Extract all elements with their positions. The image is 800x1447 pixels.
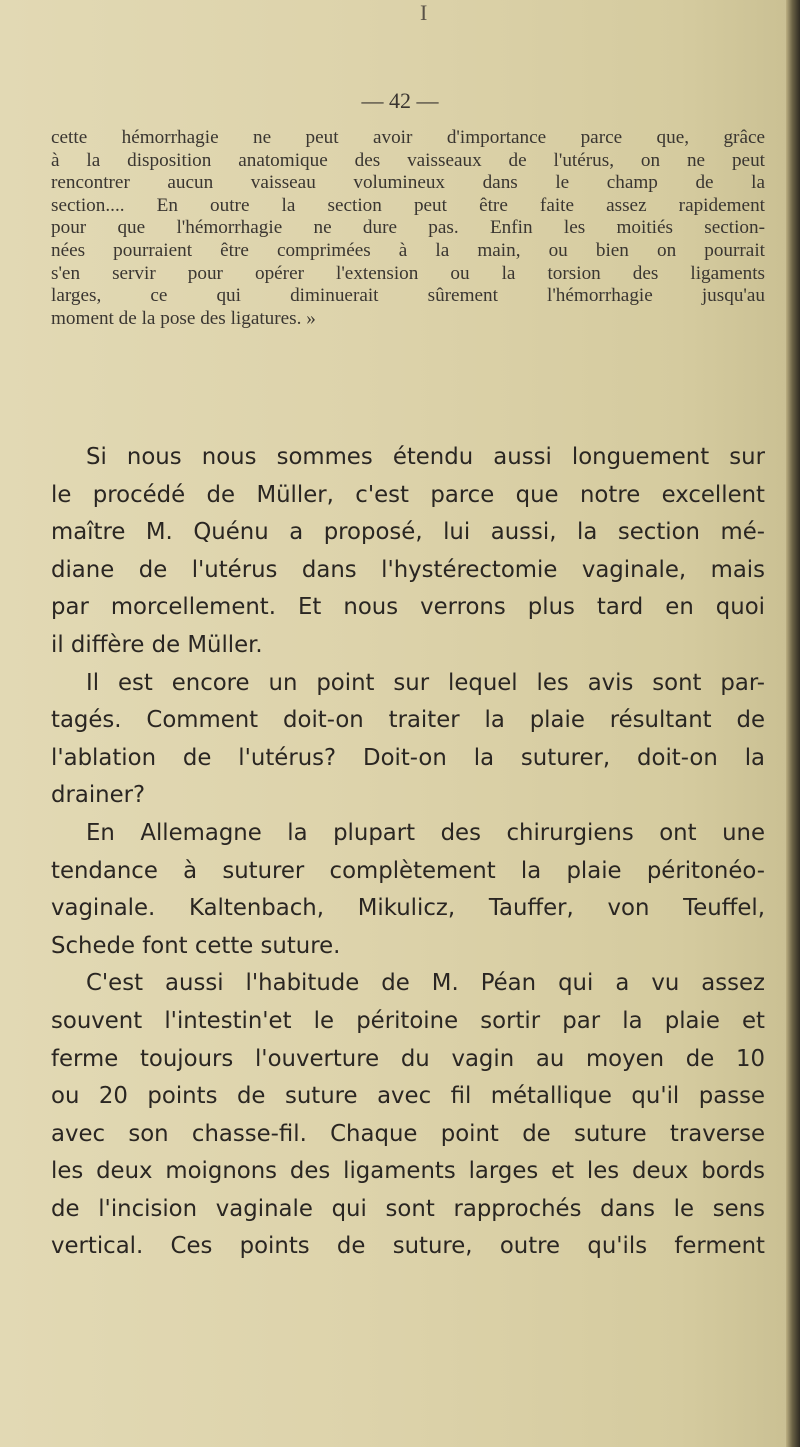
text-line: ferme toujours l'ouverture du vagin au moyen de 10: [51, 1045, 765, 1072]
text-line: par morcellement. Et nous verrons plus tard en quoi: [51, 594, 765, 621]
quote-line: rencontrer aucun vaisseau volumineux dans le champ de la: [51, 172, 765, 194]
text-line: En Allemagne la plupart des chirurgiens ont une: [86, 819, 765, 846]
paragraph-4: [51, 965, 765, 1266]
text-line: il diffère de Müller.: [51, 631, 263, 658]
quote-line: à la disposition anatomique des vaisseaux de l'utérus, on ne peut: [51, 149, 765, 171]
text-line: l'ablation de l'utérus? Doit-on la suturer, doit-on la: [51, 744, 765, 771]
text-line: vertical. Ces points de suture, outre qu'ils ferment: [51, 1233, 765, 1260]
text-line: Il est encore un point sur lequel les avis sont par-: [86, 669, 765, 696]
quote-line: moment de la pose des ligatures. »: [51, 307, 316, 329]
body-text: [51, 439, 765, 1266]
text-line: tendance à suturer complètement la plaie péritonéo-: [51, 857, 765, 884]
page-edge-shadow: [786, 0, 800, 1447]
text-line: les deux moignons des ligaments larges et les deux bords: [51, 1158, 765, 1185]
page-number: — 42 —: [361, 88, 439, 113]
text-line: ou 20 points de suture avec fil métallique qu'il passe: [51, 1083, 765, 1110]
text-line: maître M. Quénu a proposé, lui aussi, la section mé-: [51, 519, 765, 546]
quoted-passage: [51, 127, 765, 330]
text-line: le procédé de Müller, c'est parce que notre excellent: [51, 481, 765, 508]
text-line: Schede font cette suture.: [51, 932, 341, 959]
quote-line: section.... En outre la section peut être faite assez rapidement: [51, 194, 765, 216]
text-line: drainer?: [51, 782, 146, 809]
quote-line: s'en servir pour opérer l'extension ou la torsion des ligaments: [51, 262, 765, 284]
text-line: Si nous nous sommes étendu aussi longuement sur: [86, 444, 765, 470]
paragraph-1: [51, 439, 765, 665]
paragraph-2: [51, 665, 765, 815]
quote-line: pour que l'hémorrhagie ne dure pas. Enfin les moitiés section-: [51, 217, 765, 239]
text-line: souvent l'intestin'et le péritoine sortir par la plaie et: [51, 1007, 765, 1034]
stray-mark: I: [420, 0, 428, 25]
quote-line: nées pourraient être comprimées à la main, ou bien on pourrait: [51, 239, 765, 261]
text-line: vaginale. Kaltenbach, Mikulicz, Tauffer, von Teuffel,: [51, 895, 765, 922]
quote-line: larges, ce qui diminuerait sûrement l'hémorrhagie jusqu'au: [51, 285, 765, 307]
text-line: tagés. Comment doit-on traiter la plaie résultant de: [51, 707, 765, 734]
quote-line: cette hémorrhagie ne peut avoir d'importance parce que, grâce: [51, 127, 765, 148]
text-line: de l'incision vaginale qui sont rapprochés dans le sens: [51, 1195, 765, 1222]
paragraph-3: [51, 815, 765, 965]
text-line: C'est aussi l'habitude de M. Péan qui a vu assez: [86, 970, 765, 997]
text-line: avec son chasse-fil. Chaque point de suture traverse: [51, 1120, 765, 1147]
text-line: diane de l'utérus dans l'hystérectomie vaginale, mais: [51, 556, 765, 583]
